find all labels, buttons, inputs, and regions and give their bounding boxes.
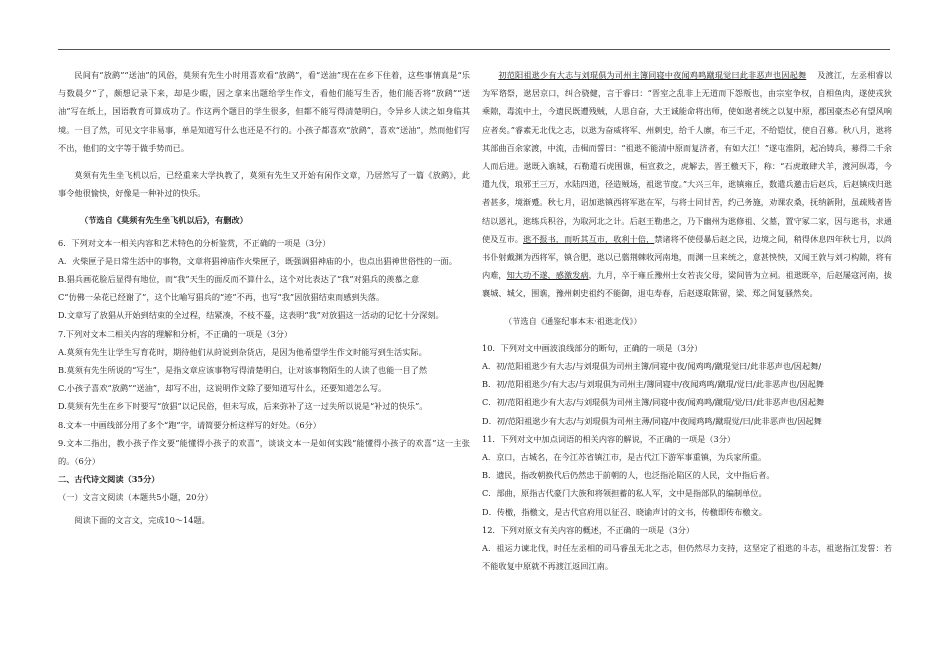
q7-option-d: D.莫须有先生在乡下时要写“放猖”以记民俗，但未写成，后来弥补了这一过失所以说是“补过的快乐”。 — [58, 401, 428, 412]
question-9: 9.文本二指出，教小孩子作文要“能懂得小孩子的欢喜”，谈谈文本一是如何实践“能懂得小孩子的欢喜”这一主张的。（6分） — [58, 437, 470, 467]
reading-instruction: 阅读下面的文言文，完成10～14题。 — [74, 514, 210, 525]
q11-option-d: D．传檄，指檄文，是古代官府用以征召、晓谕声讨的文书，传檄即传布檄文。 — [482, 506, 767, 517]
passage-source: （节选自《莫须有先生坐飞机以后》，有删改） — [80, 215, 248, 226]
q10-option-c: C．初/范阳祖逖少有大志/与刘琨俱为司州主簿/同寝中夜/闻鸡鸣/蹴琨/觉/曰/此非恶声也/因起舞 — [482, 397, 825, 408]
passage-source: （节选自《通鉴纪事本末·祖逖北伐》） — [504, 315, 642, 326]
q10-option-a: A．初/范阳祖逖少有大志/与刘琨俱为司州主簿/同寝中夜/闻鸡鸣/蹴琨觉曰/此非恶声也/因起舞/ — [482, 361, 822, 372]
q7-option-c: C.小孩子喜欢“放鹞”“送油”，却写不出，这说明作文除了要知道写什么，还要知道怎么写。 — [58, 383, 387, 394]
q10-option-d: D．初/范阳祖逖少有大志/与刘琨俱为司州主薄/同寝/中夜闻鸡鸣/蹴琨觉/曰/此非恶声也/因起舞 — [482, 415, 822, 426]
underlined-sentence: 逖不报书，而听其互市，收利十倍， — [523, 233, 655, 244]
q6-option-a: A．火柴匣子是日常生活中的事物，文章将猖神庙作火柴匣子，既强调猖神庙的小，也点出猖神世俗性的一面。 — [58, 255, 457, 266]
header-rule — [58, 49, 890, 50]
wavy-underlined-sentence: 初范阳祖逖少有大志与刘琨俱为司州主簿同寝中夜闻鸡鸣蹴琨觉曰此非恶声也因起舞 — [498, 70, 807, 80]
passage-paragraph: 莫须有先生坐飞机以后，已经重来大学执教了，莫须有先生又开始有闲作文章，乃居然写了一篇《放鹞》，此事令他很愉快，好像是一种补过的快乐。 — [58, 170, 470, 199]
underlined-sentence: 知大功不遂，感激发病 — [506, 270, 589, 281]
question-11: 11．下列对文中加点词语的相关内容的解说，不正确的一项是（3分） — [482, 433, 736, 444]
q11-option-b: B．遗民，指改朝换代后仍然忠于前朝的人，也泛指沦陷区的人民，文中指后者。 — [482, 470, 775, 481]
q6-option-c: C“仿佛一朵花已经谢了”，这个比喻写猖兵的“迹”不再，也写“我”因放猖结束而感到失落。 — [58, 292, 385, 303]
q7-option-a: A.莫须有先生让学生写育花时，期待他们从莳说到杂货店，是因为他希望学生作文时能写到生活实际。 — [58, 346, 427, 357]
right-column — [482, 66, 892, 575]
q6-option-b: B.猖兵画花脸后显得有地位，而“我”天生的面反而不算什么，这个对比表达了“我”对猖兵的羡慕之意 — [58, 274, 420, 285]
question-7: 7.下列对文本二相关内容的理解和分析，不正确的一项是（3分） — [58, 328, 293, 339]
q6-option-d: D.文章写了放猖从开始到结束的全过程，结紧凑，不枝不蔓，这表明“我”对放猖这一活动的记忆十分深刻。 — [58, 310, 444, 321]
question-10: 10．下列对文中画波浪线部分的断句，正确的一项是（3分） — [482, 342, 703, 353]
q11-option-c: C．部曲，原指古代豪门大族和将领担蓄的私人军，文中是指部队的编制单位。 — [482, 488, 767, 499]
left-column — [58, 66, 470, 529]
classical-passage: 初范阳祖逖少有大志与刘琨俱为司州主簿同寝中夜闻鸡鸣蹴琨觉曰此非恶声也因起舞 及渡江，左丞相睿以为军谘祭，逖居京口，纠合骁健，言于睿曰：“晋室之乱非上无道而下怨叛也，由宗室争权，自相鱼肉，遂使戎狄乘隙，毒流中土，今遗民既遭残贼，人思自奋，大王诚能命将出师，使如逖者统之以复中原，郡国豪杰必有望风响应者矣。”睿素无北伐之志，以逖为奋威将军、州刺史，给千人廪，布三千疋，不给铠仗，使自召募。秋八月，逖将其部曲百余家渡，中流，击楫而誓曰：“祖逖不能清中原而复济者，有如大江！”遂屯淮阴，起冶铸兵，募得二千余人而后进。逖既入谯城，石勒遣石虎围谯，桓宣救之，虎解去，晋王檄天下，称：“石虎敢肆犬羊，渡河纵毒，今遣九伐，琅邪王三万，水陆四道，径造贼场，祖逖节度。”大兴三年，逖镇雍丘，数遣兵邀击后赵兵，后赵镇戍归逖者甚多，境渐蹙。秋七月，诏加逖镇西将军逖在军，与将士同甘苦，约己务施，劝课农桑，抚纳新附，虽疏贱者皆结以恩礼，逖练兵积谷，为取河北之计。后赵王勒患之，乃下幽州为逖修祖、父墓，置守冢二家，因与逖书，求通使及互市。逖不报书，而听其互市，收利十倍，禁诸将不使侵暴后赵之民，边境之间，稍得休息四年秋七月，以尚书仆射戴渊为西将军，镇合肥，逖以已翦荆棘收河南地，而渊一旦来统之，意甚怏怏，又闻王敦与刘刁构隙，将有内难，知大功不遂，感激发病，九月，卒于雍丘豫州士女若丧父母，梁间皆为立祠。祖逖既卒，后赵屡寇河南，拔襄城、城父，围谯，豫州刺史祖约不能御，退屯寿春，后赵遂取陈留，梁、郑之间复骚然矣。 — [482, 70, 892, 299]
q11-option-a: A．京口，古城名，在今江苏省镇江市，是古代江下游军事重镇，为兵家所重。 — [482, 452, 767, 463]
question-8: 8.文本一中画线部分用了多个“跑”字，请简要分析这样写的好处。（6分） — [58, 419, 321, 430]
question-6: 6．下列对文本一相关内容和艺术特色的分析鉴赏，不正确的一项是（3分） — [58, 237, 331, 248]
subsection-heading: （一）文言文阅读（本题共5小题，20分） — [58, 492, 213, 503]
question-12: 12．下列对原文有关内容的概述，不正确的一项是（3分） — [482, 524, 695, 535]
q10-option-b: B．初/范阳祖逖少/有大志/与刘琨俱为司州主/簿同寝中/夜闻鸡鸣/蹴琨/觉曰/此非恶声也/因起舞 — [482, 379, 824, 390]
passage-paragraph: 民间有“放鹞”“送油”的风俗，莫须有先生小时用喜欢看“放鹞”，看“送油”现在在乡下住着，这些事情真是“乐与数晨夕”了，颇想记录下来，却是少暇，因之拿来出题给学生作文，看他们能写生否，他们能否将“放鹞”“送油”写在纸上，国语教育可算成功了。作这两个题目的学生很多，但都不能写得清楚明白，令异乡人读之如身临其境。一目了然，可见文字非易事，单是知道写什么也还是不行的。小孩子都喜欢“放鹞”，喜欢“送油”，然而他们写不出，他们的文字等于做手势而已。 — [58, 70, 470, 153]
q7-option-b: B.莫须有先生所说的“写生”，是指文章应该事物写得清楚明白，让对该事物陌生的人读了也能一目了然 — [58, 365, 428, 376]
q12-option-a: A．祖运力谏北伐，时任左丞相的司马睿虽无北之志，但仍然尽力支持，这坚定了祖逖的斗志，祖逖指江发誓：若不能收复中原就不再渡江返回江南。 — [482, 543, 892, 572]
section-heading: 二、古代诗文阅读（35分） — [58, 474, 160, 485]
